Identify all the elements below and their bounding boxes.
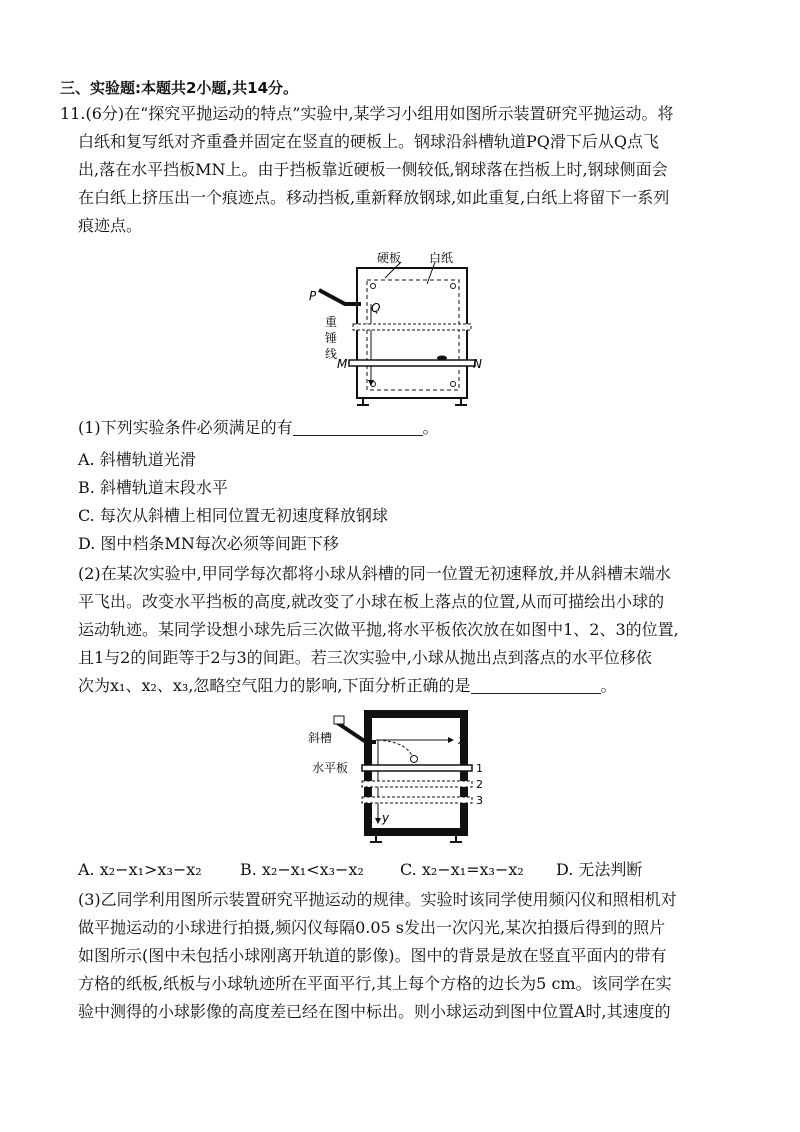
part1-stem-end: 。: [422, 418, 439, 437]
part3-line-3: 如图所示(图中未包括小球刚离开轨道的影像)。图中的背景是放在竖直平面内的带有: [78, 946, 667, 965]
part2-last-text: 次为x₁、x₂、x₃,忽略空气阻力的影响,下面分析正确的是: [78, 676, 471, 695]
label-chute: 斜槽: [308, 731, 333, 745]
label-q: Q: [371, 301, 381, 315]
q11-line-5: 痕迹点。: [78, 216, 143, 235]
part3-line-4: 方格的纸板,纸板与小球轨迹所在平面平行,其上每个方格的边长为5 cm。该同学在实: [78, 974, 672, 993]
label-plumb-2: 锤: [325, 331, 338, 345]
part1-stem-text: (1)下列实验条件必须满足的有: [78, 418, 293, 437]
part3-line-5: 验中测得的小球影像的高度差已经在图中标出。则小球运动到图中位置A时,其速度的: [78, 1002, 671, 1021]
label-plumb-1: 重: [325, 315, 338, 329]
q11-line-3: 出,落在水平挡板MN上。由于挡板靠近硬板一侧较低,钢球落在挡板上时,钢球侧面会: [78, 160, 668, 179]
part1-option-b: B. 斜槽轨道末段水平: [78, 478, 228, 497]
q11-line-2: 白纸和复写纸对齐重叠并固定在竖直的硬板上。钢球沿斜槽轨道PQ滑下后从Q点飞: [78, 132, 660, 151]
label-2: 2: [476, 778, 483, 791]
apparatus-figure: [305, 248, 485, 410]
label-x: x: [458, 733, 466, 747]
label-n: N: [473, 357, 482, 371]
part2-line-4: 且1与2的间距等于2与3的间距。若三次实验中,小球从抛出点到落点的水平位移依: [78, 648, 652, 667]
part2-option-d: D. 无法判断: [556, 860, 643, 879]
part1-option-d: D. 图中档条MN每次必须等间距下移: [78, 534, 339, 553]
part2-answer-blank[interactable]: [471, 677, 601, 694]
part1-option-c: C. 每次从斜槽上相同位置无初速度释放钢球: [78, 506, 388, 525]
part2-end: 。: [600, 676, 617, 695]
part2-option-c: C. x₂−x₁=x₃−x₂: [400, 860, 524, 879]
label-1: 1: [476, 762, 483, 775]
label-board: 硬板: [377, 251, 402, 265]
part2-line-3: 运动轨迹。某同学设想小球先后三次做平抛,将水平板依次放在如图中1、2、3的位置,: [78, 620, 679, 639]
chute-track: [319, 290, 361, 304]
label-paper: 白纸: [429, 251, 454, 265]
label-3: 3: [476, 794, 483, 807]
part3-line-2: 做平抛运动的小球进行拍摄,频闪仪每隔0.05 s发出一次闪光,某次拍摄后得到的照片: [78, 918, 666, 937]
part1-stem: [78, 417, 439, 439]
label-p: P: [309, 289, 317, 303]
plate-1: [362, 765, 472, 771]
part2-line-5: [78, 675, 617, 697]
plate-2: [362, 781, 472, 787]
part1-answer-blank[interactable]: [293, 419, 423, 436]
part2-line-2: 平飞出。改变水平挡板的高度,就改变了小球在板上落点的位置,从而可描绘出小球的: [78, 592, 665, 611]
plate-3: [362, 797, 472, 803]
part2-option-a: A. x₂−x₁>x₃−x₂: [78, 860, 202, 879]
plates-figure: [306, 708, 496, 848]
part1-option-a: A. 斜槽轨道光滑: [78, 450, 196, 469]
label-plumb-3: 线: [325, 347, 338, 361]
part2-line-1: (2)在某次实验中,甲同学每次都将小球从斜槽的同一位置无初速释放,并从斜槽末端水: [78, 564, 671, 583]
part3-line-1: (3)乙同学利用图所示装置研究平抛运动的规律。实验时该同学使用频闪仪和照相机对: [78, 890, 677, 909]
label-m: M: [337, 357, 348, 371]
q11-line-4: 在白纸上挤压出一个痕迹点。移动挡板,重新释放钢球,如此重复,白纸上将留下一系列: [78, 188, 670, 207]
label-y: y: [382, 811, 390, 825]
part2-option-b: B. x₂−x₁<x₃−x₂: [240, 860, 364, 879]
mn-plate: [349, 360, 475, 366]
section-title: 三、实验题:本题共2小题,共14分。: [60, 79, 299, 97]
q11-line-1: 11.(6分)在“探究平抛运动的特点”实验中,某学习小组用如图所示装置研究平抛运动。将: [60, 104, 674, 123]
white-paper: [367, 280, 459, 390]
label-plate: 水平板: [312, 761, 349, 775]
